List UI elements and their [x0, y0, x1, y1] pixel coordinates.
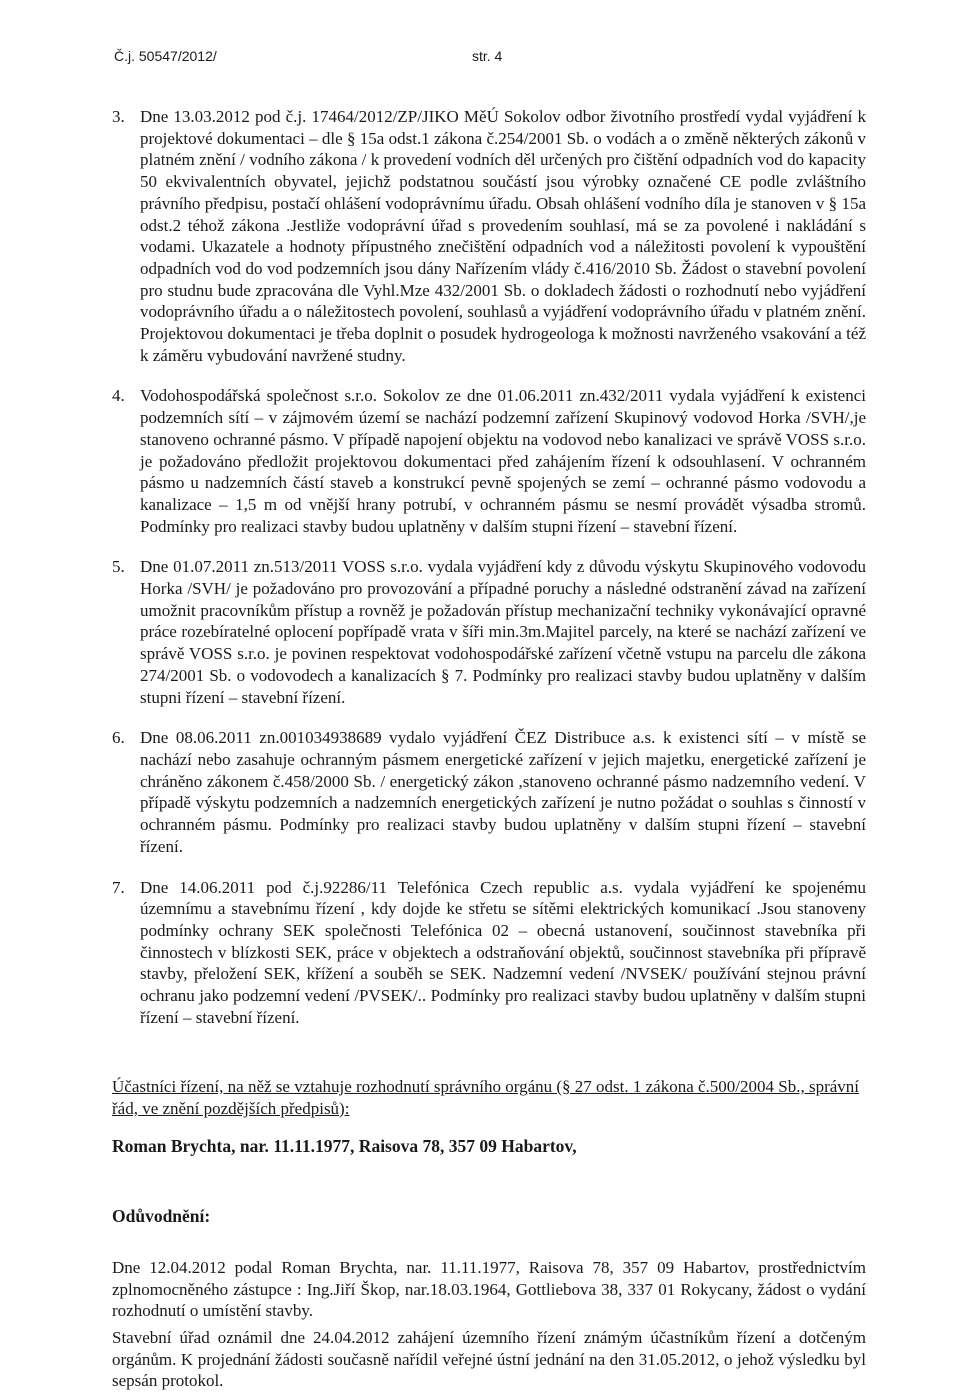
- participant-name: Roman Brychta, nar. 11.11.1977, Raisova 78, 357 09 Habartov,: [112, 1136, 577, 1156]
- item-number: 7.: [112, 877, 125, 897]
- list-item: [112, 556, 866, 708]
- list-item: [112, 727, 866, 857]
- participants-heading: Účastníci řízení, na něž se vztahuje rozhodnutí správního orgánu (§ 27 odst. 1 zákona č.500/2004 Sb., správní řád, ve znění pozdějších předpisů):: [112, 1077, 860, 1118]
- item-text: Vodohospodářská společnost s.r.o. Sokolov ze dne 01.06.2011 zn.432/2011 vydala vyjádření k existenci podzemních sítí – v zájmovém území se nachází podzemní zařízení Skupinový vodovod Horka /SVH/,je stanoveno ochranné pásmo. V případě napojení objektu na vodovod nebo kanalizaci ve správě VOSS s.r.o. je požadováno předložit projektovou dokumentaci před zahájením řízení k odsouhlasení. V ochranném pásmo u nadzemních částí staveb a konstrukcí pevně spojených se zemí – ochranné pásmo vodovodu a kanalizace – 1,5 m od vnější hrany potrubí, v ochranném pásmu se nesmí provádět výsadba stromů. Podmínky pro realizaci stavby budou uplatněny v dalším stupni řízení – stavební řízení.: [140, 386, 866, 536]
- item-number: 5.: [112, 557, 125, 577]
- item-text: Dne 01.07.2011 zn.513/2011 VOSS s.r.o. vydala vyjádření kdy z důvodu výskytu Skupinového vodovodu Horka /SVH/ je požadováno pro provozování a případné poruchy a následné odstranění závad na zařízení umožnit pracovníkům přístup a rovněž je požadován přístup mechanizační techniky vykonávající opravné práce rozebíratelné oplocení popřípadě vrata v šíři min.3m.Majitel parcely, na které se nachází zařízení ve správě VOSS s.r.o. je povinen respektovat vodohospodářské zařízení včetně vstupu na parcelu dle zákona 274/2001 Sb. o vodovodech a kanalizacích § 7. Podmínky pro realizaci stavby budou uplatněny v dalším stupni řízení – stavební řízení.: [140, 557, 866, 707]
- item-number: 4.: [112, 386, 125, 406]
- item-number: 3.: [112, 107, 125, 126]
- item-text: Dne 08.06.2011 zn.001034938689 vydalo vyjádření ČEZ Distribuce a.s. k existenci sítí – v místě se nachází nebo zasahuje ochranným pásmem energetické zařízení v jejich majetku, energetické zařízení je chráněno zákonem č.458/2000 Sb. / energetický zákon ,stanoveno ochranné pásmo nadzemního vedení. V případě výskytu podzemních a nadzemních energetických zařízení je nutno požádat o souhlas s činností v ochranném pásmu. Podmínky pro realizaci stavby budou uplatněny v dalším stupni řízení – stavební řízení.: [140, 728, 866, 856]
- document-reference: Č.j. 50547/2012/: [114, 48, 217, 64]
- conditions-list: [112, 106, 866, 1047]
- reasoning-paragraph: Dne 12.04.2012 podal Roman Brychta, nar. 11.11.1977, Raisova 78, 357 09 Habartov, prostřednictvím zplnomocněného zástupce : Ing.Jiří Škop, nar.18.03.1964, Gottliebova 38, 337 01 Rokycany, žádost o vydání rozhodnutí o umístění stavby.: [112, 1258, 866, 1321]
- reasoning-heading: Odůvodnění:: [112, 1206, 211, 1226]
- page-number: str. 4: [472, 48, 503, 64]
- reasoning-paragraph-2: Stavební úřad oznámil dne 24.04.2012 zahájení územního řízení známým účastníkům řízení a dotčeným orgánům. K projednání žádosti současně nařídil veřejné ústní jednání na den 31.05.2012, o jehož výsledku byl sepsán protokol.: [112, 1328, 866, 1391]
- list-item: [112, 877, 866, 1029]
- item-text: Dne 13.03.2012 pod č.j. 17464/2012/ZP/JIKO MěÚ Sokolov odbor životního prostředí vydal vyjádření k projektové dokumentaci – dle § 15a odst.1 zákona č.254/2001 Sb. o vodách a o změně některých zákonů v platném znění / vodního zákona / k provedení vodních děl určených pro čištění odpadních vod do kapacity 50 ekvivalentních obyvatel, jejichž podstatnou součástí jsou výrobky označené CE podle zvláštního právního předpisu, postačí ohlášení vodoprávnímu úřadu. Obsah ohlášení vodního díla je stanoven v § 15a odst.2 téhož zákona .Jestliže vodoprávní úřad s provedením souhlasí, má se za povolené i nakládání s vodami. Ukazatele a hodnoty přípustného znečištění odpadních vod a náležitosti povolení k vypouštění odpadních vod do vod podzemních jsou dány Nařízením vlády č.416/2010 Sb. Žádost o stavební povolení pro studnu bude zpracována dle Vyhl.Mze 432/2001 Sb. o dokladech žádosti o rozhodnutí nebo vyjádření vodoprávního úřadu a o náležitostech povolení, souhlasů a vyjádření vodoprávního úřadu v platném znění. Projektovou dokumentaci je třeba doplnit o posudek hydrogeologa k možnosti navrženého vsakování a též k záměru vybudování navržené studny.: [140, 107, 866, 365]
- list-item: [112, 385, 866, 537]
- item-text: Dne 14.06.2011 pod č.j.92286/11 Telefónica Czech republic a.s. vydala vyjádření ke spojenému územnímu a stavebnímu řízení , kdy dojde ke střetu se sítěmi elektrických komunikací .Jsou stanoveny podmínky ochrany SEK společnosti Telefónica 02 – obecná ustanovení, součinnost stavebníka při činnostech v blízkosti SEK, práce v objektech a odstraňování objektů, součinnost stavebníka při přípravě stavby, přeložení SEK, křížení a souběh se SEK. Nadzemní vedení /NVSEK/ používání stejnou právní ochranu jako podzemní vedení /PVSEK/.. Podmínky pro realizaci stavby budou uplatněny v dalším stupni řízení – stavební řízení.: [140, 877, 866, 1027]
- item-number: 6.: [112, 728, 125, 748]
- list-item: [112, 106, 866, 366]
